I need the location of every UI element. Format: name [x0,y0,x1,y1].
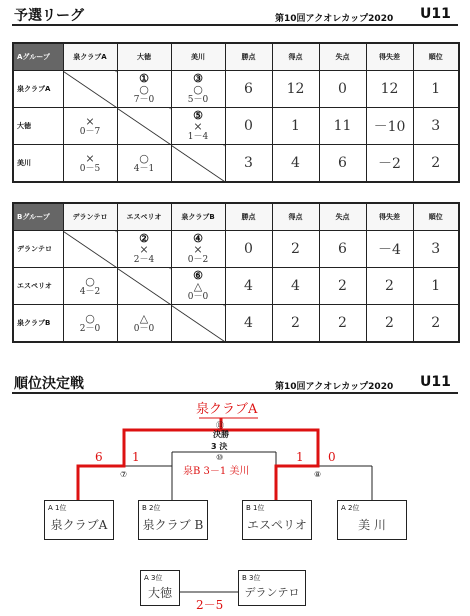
bracket-team-box [44,500,114,540]
row-team-name: エスペリオ [13,268,63,305]
goal-diff-value-text: －10 [373,119,406,135]
match-score: 4－1 [133,163,155,174]
match-number: ③ [193,72,203,85]
match-number: ② [139,232,149,245]
match-number: ⑥ [193,269,203,282]
bracket-team-box [337,500,407,540]
goals-against-value-text: 2 [338,278,347,294]
final-number: ⑪ [216,421,224,430]
team-name: 泉クラブ B [142,518,204,532]
col-team: デランテロ [63,203,117,231]
team-rank: B 3位 [242,574,261,582]
result-mark: × [85,151,95,165]
champion-team: 泉クラブA [196,402,258,417]
col-team: エスペリオ [117,203,171,231]
col-team: 美川 [171,43,225,71]
category-label: U11 [420,6,451,22]
match-score: 0－2 [187,255,209,265]
goals-against-value-text: 6 [338,155,347,171]
goals-for-value-text: 2 [291,241,300,257]
result-mark: ○ [85,274,95,288]
col-goals-against: 失点 [319,43,366,71]
points-value-text: 4 [244,278,253,294]
col-goals-for: 得点 [272,203,319,231]
group-a-label: Aグループ [13,43,63,71]
col-goals-against: 失点 [319,203,366,231]
rank-value-text: 3 [431,118,441,134]
goal-diff-value-text: 12 [380,81,399,97]
match-score: 0－7 [79,126,101,137]
result-mark: × [85,114,95,128]
result-mark: × [193,120,203,133]
points-value-text: 0 [244,241,253,257]
fifth-place-team-box [238,570,306,606]
goals-against-value-text: 2 [338,315,347,331]
team-name: 大徳 [147,586,172,600]
goals-against-value-text: 11 [333,118,352,134]
match-score: 0－0 [133,323,155,334]
row-team-name: 泉クラブB [13,305,63,343]
team-rank: A 2位 [341,504,360,512]
rank-value-text: 1 [431,81,441,97]
col-team: 泉クラブA [63,43,117,71]
match-score: 2－4 [133,255,155,265]
team-name: デランテロ [244,586,300,599]
col-points: 勝点 [225,43,272,71]
result-mark: △ [139,311,149,325]
match-score: 1－4 [187,132,209,142]
result-mark: × [139,243,149,256]
points-value-text: 0 [244,118,253,134]
category-label-2: U11 [420,374,451,390]
goals-against-value-text: 6 [338,241,347,257]
rank-value-text: 2 [431,315,441,331]
rank-value-text: 1 [431,278,441,294]
goals-for-value-text: 4 [291,278,300,294]
team-name: 美 川 [358,518,386,532]
col-team: 泉クラブB [171,203,225,231]
goal-diff-value-text: 2 [385,278,394,294]
match-score: 0－0 [187,292,209,302]
result-mark: ○ [193,83,203,96]
goal-diff-value-text: －4 [378,242,401,258]
goals-against-value-text: 0 [338,81,347,97]
semi2-score-left: 1 [296,450,304,464]
goal-diff-value-text: 2 [385,315,394,331]
col-goal-diff: 得失差 [366,43,413,71]
team-name: エスペリオ [247,518,307,532]
team-name: 泉クラブA [50,518,108,532]
fifth-place-team-box [140,570,180,606]
tournament-name: 第10回アクオレカップ2020 [275,14,394,24]
result-mark: ○ [139,83,149,96]
goals-for-value-text: 1 [291,118,300,134]
team-rank: A 1位 [48,504,67,512]
col-goals-for: 得点 [272,43,319,71]
semi2-score-right: 0 [328,450,336,464]
third-place-result: 泉B 3－1 美川 [183,466,250,477]
row-team-name: 美川 [13,145,63,183]
row-team-name: デランテロ [13,231,63,268]
semi1-score-left: 6 [95,450,103,464]
third-place-label: 3 決 [211,442,228,451]
match-score: 2－0 [79,323,101,334]
match-score: 0－5 [79,163,101,174]
semi1-score-right: 1 [132,450,140,464]
goals-for-value-text: 2 [291,315,300,331]
col-team: 大徳 [117,43,171,71]
points-value-text: 3 [244,155,253,171]
team-rank: B 2位 [142,504,161,512]
semi2-number: ⑧ [314,470,322,479]
result-mark: × [193,243,203,256]
row-team-name: 大徳 [13,108,63,145]
rank-value-text: 2 [431,155,441,171]
team-rank: A 3位 [144,574,163,582]
col-rank: 順位 [413,203,459,231]
tournament-name-2: 第10回アクオレカップ2020 [275,382,394,392]
points-value-text: 6 [244,81,253,97]
points-value-text: 4 [244,315,253,331]
goal-diff-value-text: －2 [378,156,401,172]
bracket-team-box [242,500,312,540]
row-team-name: 泉クラブA [13,71,63,108]
result-mark: △ [193,280,203,293]
goals-for-value-text: 4 [291,155,300,171]
semi1-number: ⑦ [120,470,128,479]
final-label: 決勝 [213,430,229,439]
result-mark: ○ [85,311,95,325]
match-score: 4－2 [79,286,101,297]
col-points: 勝点 [225,203,272,231]
match-number: ④ [193,232,203,245]
match-score: 7－0 [133,95,155,105]
team-rank: B 1位 [246,504,265,512]
result-mark: ○ [139,151,149,165]
match-number: ① [139,72,149,85]
bracket-team-box [138,500,208,540]
group-b-label: Bグループ [13,203,63,231]
rank-value-text: 3 [431,241,441,257]
prelim-title: 予選リーグ [14,8,84,24]
fifth-place-score: 2－5 [196,598,224,612]
col-goal-diff: 得失差 [366,203,413,231]
goals-for-value-text: 12 [286,81,305,97]
match-score: 5－0 [187,95,209,105]
final-title: 順位決定戦 [14,376,84,392]
match-number: ⑤ [193,109,203,122]
third-place-number: ⑩ [216,453,224,462]
col-rank: 順位 [413,43,459,71]
